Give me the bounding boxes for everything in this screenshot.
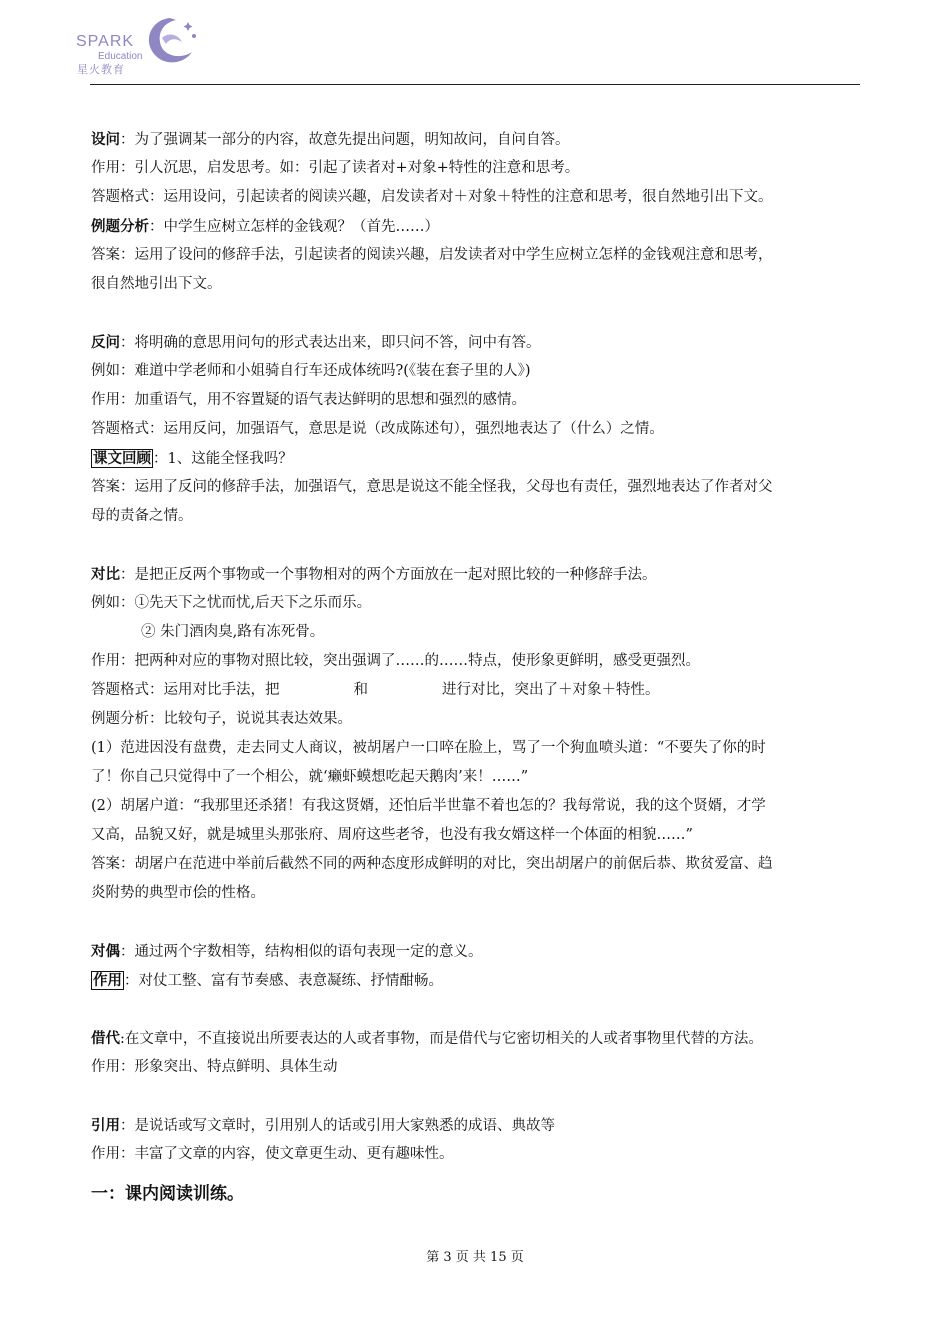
fanwen-effect: 作用：加重语气，用不容置疑的语气表达鲜明的思想和强烈的感情。 <box>91 392 526 408</box>
review-label-boxed: 课文回顾 <box>93 450 151 467</box>
duibi-answer: 答案：胡屠户在范进中举前后截然不同的两种态度形成鲜明的对比，突出胡屠户的前倨后恭、欺贫爱富、趋 <box>91 856 773 872</box>
fanwen-example: 例如：难道中学老师和小姐骑自行车还成体统吗?(《装在套子里的人》) <box>91 363 531 379</box>
duibi-answer-cont: 炎附势的典型市侩的性格。 <box>91 885 265 901</box>
duibi-example-1: 例如：①先天下之忧而忧,后天下之乐而乐。 <box>91 595 372 611</box>
shewen-example: 例题分析：中学生应树立怎样的金钱观？（首先……） <box>91 218 439 235</box>
shewen-answer: 答案：运用了设问的修辞手法，引起读者的阅读兴趣，启发读者对中学生应树立怎样的金钱观注意和思考， <box>91 247 773 263</box>
jiedai-definition: 借代:在文章中，不直接说出所要表达的人或者事物，而是借代与它密切相关的人或者事物里代替的方法。 <box>91 1030 763 1047</box>
duibi-analysis: 例题分析：比较句子，说说其表达效果。 <box>91 711 352 727</box>
duibi-definition: 对比：是把正反两个事物或一个事物相对的两个方面放在一起对照比较的一种修辞手法。 <box>91 566 657 583</box>
shewen-definition: 设问：为了强调某一部分的内容，故意先提出问题，明知故问，自问自答。 <box>91 131 570 148</box>
duibi-effect: 作用：把两种对应的事物对照比较，突出强调了……的……特点，使形象更鲜明，感受更强烈。 <box>91 653 700 669</box>
term-label: 反问 <box>91 334 120 351</box>
fanwen-format: 答题格式：运用反问，加强语气，意思是说（改成陈述句），强烈地表达了（什么）之情。 <box>91 421 664 437</box>
header-divider <box>90 84 860 85</box>
term-label: 设问 <box>91 131 120 148</box>
term-label: 引用 <box>91 1117 120 1134</box>
duiou-definition: 对偶：通过两个字数相等，结构相似的语句表现一定的意义。 <box>91 943 483 960</box>
duibi-question-1-cont: 了！你自己只觉得中了一个相公，就‘癞虾蟆想吃起天鹅肉’来！……” <box>91 769 529 785</box>
term-label: 借代 <box>91 1030 120 1047</box>
section-heading: 一：课内阅读训练。 <box>91 1184 244 1204</box>
shewen-format: 答题格式：运用设问，引起读者的阅读兴趣，启发读者对＋对象＋特性的注意和思考，很自然地引出下文。 <box>91 189 773 205</box>
yinyong-definition: 引用：是说话或写文章时，引用别人的话或引用大家熟悉的成语、典故等 <box>91 1117 555 1134</box>
fanwen-review: 课文回顾 ：1、这能全怪我吗？ <box>93 450 293 467</box>
page-number: 第 3 页 共 15 页 <box>426 1250 524 1265</box>
fanwen-answer-cont: 母的责备之情。 <box>91 508 193 524</box>
brand-subtitle: Education <box>98 51 143 62</box>
term-label: 对比 <box>91 566 120 583</box>
duibi-question-2-cont: 又高，品貌又好，就是城里头那张府、周府这些老爷，也没有我女婿这样一个体面的相貌……” <box>91 827 693 843</box>
brand-chinese-name: 星火教育 <box>77 63 125 76</box>
document-body <box>91 125 861 1211</box>
term-label: 对偶 <box>91 943 120 960</box>
crescent-star-logo-icon <box>132 12 202 72</box>
duibi-format: 答题格式：运用对比手法，把 和 进行对比，突出了＋对象＋特性。 <box>91 682 660 698</box>
brand-name: SPARK <box>76 33 135 50</box>
fanwen-definition: 反问：将明确的意思用问句的形式表达出来，即只问不答，问中有答。 <box>91 334 541 351</box>
duibi-question-2: (2）胡屠户道：“我那里还杀猪！有我这贤婿，还怕后半世靠不着也怎的？我每常说，我的这个贤婿，才学 <box>91 798 766 814</box>
fanwen-answer: 答案：运用了反问的修辞手法，加强语气，意思是说这不能全怪我，父母也有责任，强烈地表达了作者对父 <box>91 479 773 495</box>
jiedai-effect: 作用：形象突出、特点鲜明、具体生动 <box>91 1059 338 1075</box>
yinyong-effect: 作用：丰富了文章的内容，使文章更生动、更有趣味性。 <box>91 1146 454 1162</box>
effect-label-boxed: 作用 <box>93 972 122 989</box>
duiou-effect: 作用 ：对仗工整、富有节奏感、表意凝练、抒情酣畅。 <box>93 972 443 989</box>
spark-education-logo <box>72 12 212 84</box>
duibi-example-2: ② 朱门酒肉臭,路有冻死骨。 <box>141 624 325 640</box>
shewen-effect: 作用：引人沉思，启发思考。如：引起了读者对+对象+特性的注意和思考。 <box>91 160 580 176</box>
shewen-answer-cont: 很自然地引出下文。 <box>91 276 222 292</box>
page-header <box>0 0 950 90</box>
duibi-question-1: (1）范进因没有盘费，走去同丈人商议，被胡屠户一口啐在脸上，骂了一个狗血喷头道：“不要失了你的时 <box>91 740 766 756</box>
example-label: 例题分析 <box>91 218 149 235</box>
